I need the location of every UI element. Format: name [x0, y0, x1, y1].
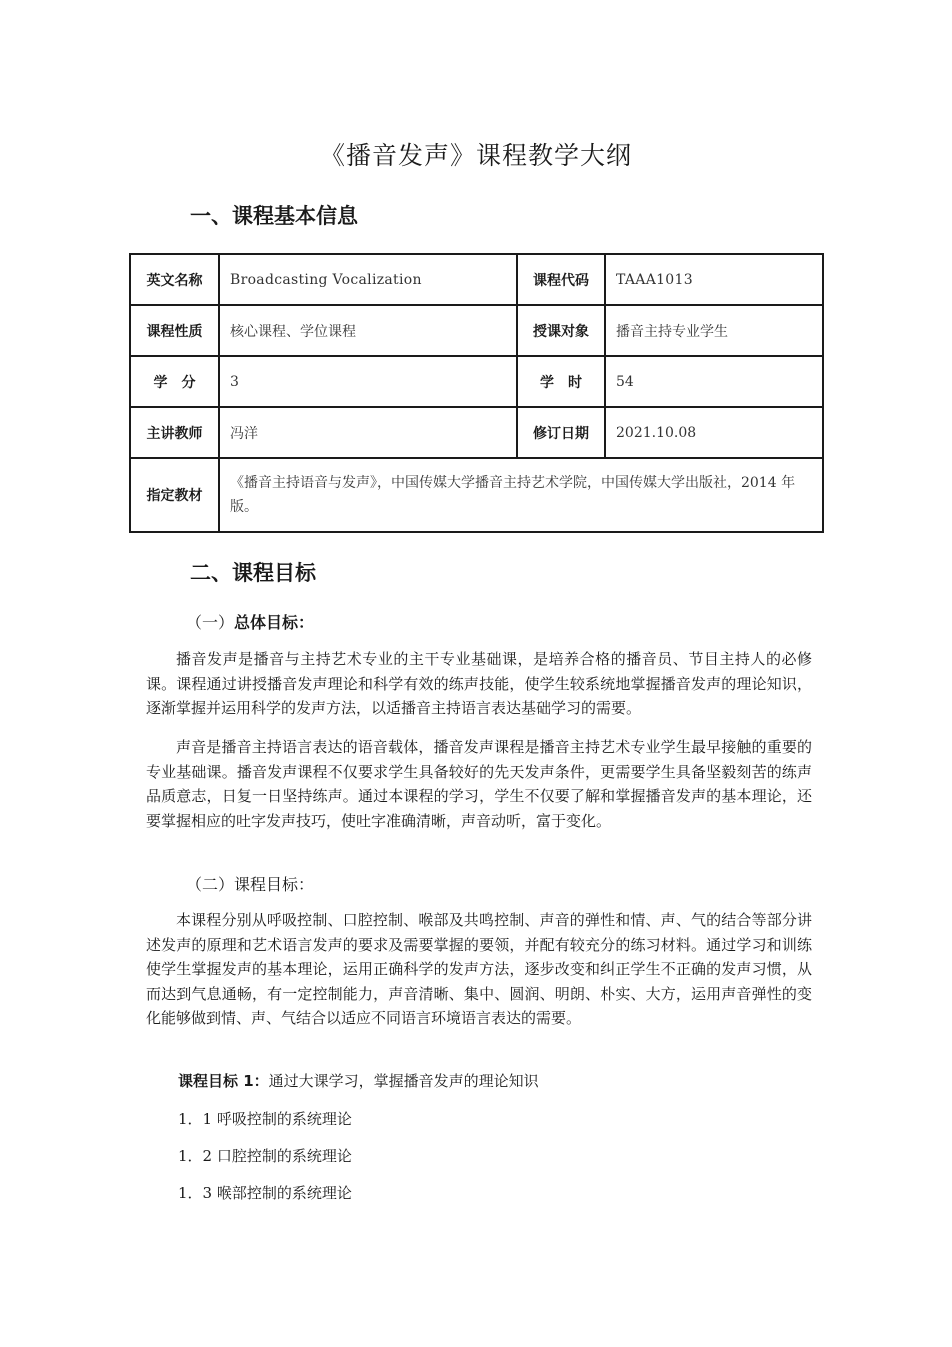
- section-heading-course-objectives: 二、课程目标: [190, 561, 316, 585]
- paragraph-course-goals: 本课程分别从呼吸控制、口腔控制、喉部及共鸣控制、声音的弹性和情、声、气的结合等部分讲述发声的原理和艺术语言发声的要求及需要掌握的要领，并配有较充分的练习材料。通过学习和训练使学生掌握发声的基本理论，运用正确科学的发声方法，逐步改变和纠正学生不正确的发声习惯，从而达到气息通畅，有一定控制能力，声音清晰、集中、圆润、明朗、朴实、大方，运用声音弹性的变化能够做到情、声、气结合以适应不同语言环境语言表达的需要。: [146, 911, 812, 1027]
- course-goal-1: [178, 1070, 539, 1091]
- cell-label-textbook: 指定教材: [130, 458, 219, 532]
- table-row: [130, 254, 823, 305]
- cell-value-course-nature: 核心课程、学位课程: [219, 305, 517, 356]
- subsection-heading-prefix: （一）: [186, 613, 235, 632]
- subsection-heading-overall-goal: [186, 610, 314, 633]
- cell-label-revision-date: 修订日期: [517, 407, 605, 458]
- subsection-heading-course-goals: （二）课程目标：: [186, 875, 315, 894]
- cell-value-lecturer: 冯洋: [219, 407, 517, 458]
- cell-value-credits: 3: [219, 356, 517, 407]
- table-row: [130, 407, 823, 458]
- table-row: [130, 305, 823, 356]
- cell-value-course-code: TAAA1013: [605, 254, 823, 305]
- subsection-heading-text: 总体目标：: [234, 613, 315, 632]
- cell-label-credits: 学 分: [130, 356, 219, 407]
- cell-label-course-code: 课程代码: [517, 254, 605, 305]
- list-item: 1．1 呼吸控制的系统理论: [178, 1110, 352, 1128]
- table-row: [130, 356, 823, 407]
- cell-value-revision-date: 2021.10.08: [605, 407, 823, 458]
- list-item: 1．2 口腔控制的系统理论: [178, 1147, 352, 1165]
- course-goal-1-label: 课程目标 1：: [178, 1072, 269, 1090]
- course-info-table: [129, 253, 824, 533]
- cell-label-target-students: 授课对象: [517, 305, 605, 356]
- cell-label-course-nature: 课程性质: [130, 305, 219, 356]
- cell-value-target-students: 播音主持专业学生: [605, 305, 823, 356]
- table-row: [130, 458, 823, 532]
- cell-value-english-name: Broadcasting Vocalization: [219, 254, 517, 305]
- cell-label-english-name: 英文名称: [130, 254, 219, 305]
- section-heading-basic-info: 一、课程基本信息: [190, 204, 358, 228]
- paragraph-overall-goal-2: 声音是播音主持语言表达的语音载体，播音发声课程是播音主持艺术专业学生最早接触的重要的专业基础课。播音发声课程不仅要求学生具备较好的先天发声条件，更需要学生具备坚毅刻苦的练声品质意志，日复一日坚持练声。通过本课程的学习，学生不仅要了解和掌握播音发声的基本理论，还要掌握相应的吐字发声技巧，使吐字准确清晰，声音动听，富于变化。: [146, 738, 812, 830]
- course-goal-1-text: 通过大课学习，掌握播音发声的理论知识: [268, 1072, 539, 1090]
- cell-label-hours: 学 时: [517, 356, 605, 407]
- cell-value-textbook: 《播音主持语音与发声》，中国传媒大学播音主持艺术学院，中国传媒大学出版社，2014 年版。: [219, 458, 823, 532]
- document-title: 《播音发声》课程教学大纲: [319, 141, 632, 170]
- cell-value-hours: 54: [605, 356, 823, 407]
- cell-label-lecturer: 主讲教师: [130, 407, 219, 458]
- paragraph-overall-goal-1: 播音发声是播音与主持艺术专业的主干专业基础课，是培养合格的播音员、节目主持人的必修课。课程通过讲授播音发声理论和科学有效的练声技能，使学生较系统地掌握播音发声的理论知识，逐渐掌握并运用科学的发声方法，以适播音主持语言表达基础学习的需要。: [146, 650, 812, 717]
- list-item: 1．3 喉部控制的系统理论: [178, 1184, 352, 1202]
